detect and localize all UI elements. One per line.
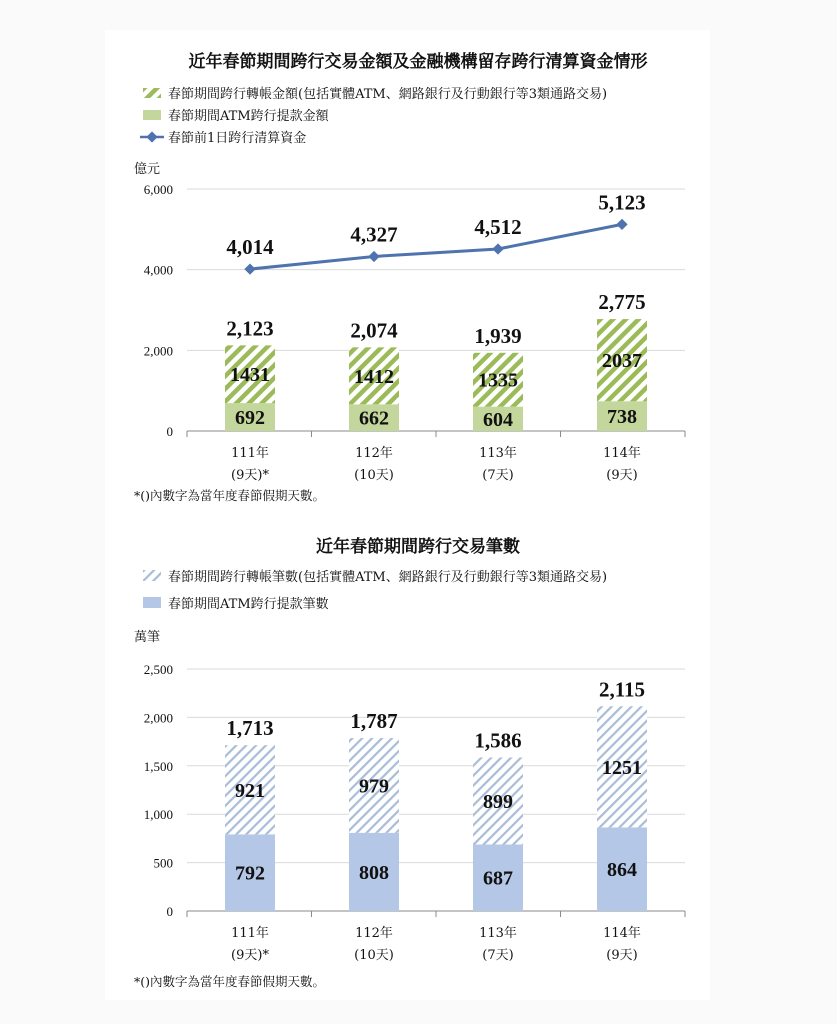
chart2-y-tick-label: 2,000 [143,710,173,726]
chart1-y-tick-label: 0 [166,424,173,439]
chart1-title: 近年春節期間跨行交易金額及金融機構留存跨行清算資金情形 [188,52,648,72]
chart2-legend-swatch-atm [143,597,161,608]
chart1-atm-value-label: 604 [483,408,513,431]
chart1-x-label-year: 114年 [603,446,641,461]
chart2-atm-value-label: 808 [359,861,389,884]
chart2-legend-atm: 春節期間ATM跨行提款筆數 [168,597,329,612]
chart1-y-tick-label: 4,000 [143,262,173,278]
chart1-total-label: 1,939 [474,323,522,348]
chart1-legend-atm: 春節期間ATM跨行提款金額 [168,109,329,124]
chart1-clearing-marker [616,219,627,230]
chart2-y-tick-label: 0 [166,904,173,919]
chart1-clearing-value-label: 4,327 [350,222,398,247]
chart2-y-tick-label: 500 [153,855,173,871]
chart2-note: *()內數字為當年度春節假期天數。 [134,974,326,989]
chart2-title: 近年春節期間跨行交易筆數 [316,537,520,557]
chart2-x-label-year: 113年 [479,926,517,941]
chart2-x-label-days: (9天) [606,948,638,963]
chart1-clearing-marker [244,263,255,274]
chart1-legend-swatch-atm [143,110,161,120]
chart2-y-tick-label: 2,500 [143,662,173,677]
chart1-clearing-marker [492,243,503,254]
chart1-total-label: 2,123 [226,316,274,341]
chart1-clearing-line [250,224,622,269]
chart2-atm-value-label: 687 [483,867,513,890]
chart1-transfer-value-label: 2037 [602,350,642,373]
chart1-x-label-year: 113年 [479,446,517,461]
chart2-y-tick-label: 1,000 [143,807,173,823]
chart2-x-label-year: 112年 [355,926,393,941]
chart1-legend-clearing: 春節前1日跨行清算資金 [168,131,307,146]
chart1-transfer-value-label: 1335 [478,369,518,392]
chart1-legend-transfer: 春節期間跨行轉帳金額(包括實體ATM、網路銀行及行動銀行等3類通路交易) [168,87,608,102]
chart1-total-label: 2,775 [598,290,646,315]
chart2-x-label-year: 114年 [603,926,641,941]
chart1-transfer-value-label: 1412 [354,365,394,388]
chart2-x-label-days: (10天) [354,948,394,963]
chart1-y-tick-label: 2,000 [143,343,173,359]
chart2-x-label-days: (7天) [482,948,514,963]
chart2-legend-swatch-transfer [143,570,161,581]
chart1-plot [144,182,685,483]
chart2-total-label: 1,713 [226,716,274,741]
chart1-clearing-marker [368,251,379,262]
chart2-unit-label: 萬筆 [134,630,161,645]
chart2-x-label-days: (9天)* [231,948,269,963]
chart2-transfer-value-label: 979 [359,775,389,798]
chart1-atm-value-label: 692 [235,407,265,430]
chart1-clearing-value-label: 5,123 [598,190,646,215]
chart1-clearing-value-label: 4,512 [474,215,522,240]
chart2-y-tick-label: 1,500 [143,758,173,774]
chart1-unit-label: 億元 [134,162,161,177]
chart1-x-label-year: 112年 [355,446,393,461]
chart2-atm-value-label: 792 [235,862,265,885]
chart2-total-label: 2,115 [598,677,646,702]
chart1-transfer-value-label: 1431 [230,364,270,387]
chart1-x-label-days: (9天)* [231,468,269,483]
chart2-transfer-value-label: 899 [483,790,513,813]
chart2-total-label: 1,586 [474,728,522,753]
chart2-legend-transfer: 春節期間跨行轉帳筆數(包括實體ATM、網路銀行及行動銀行等3類通路交易) [168,570,608,585]
chart1-y-tick-label: 6,000 [143,182,173,197]
chart1-x-label-days: (10天) [354,468,394,483]
chart2-total-label: 1,787 [350,709,398,734]
chart2-transfer-value-label: 921 [235,779,265,802]
chart1-x-label-days: (9天) [606,468,638,483]
chart2-atm-value-label: 864 [607,859,637,882]
chart2-plot [144,662,685,963]
chart1-clearing-value-label: 4,014 [226,235,274,260]
chart1-legend-swatch-transfer [143,88,161,98]
chart1-x-label-year: 111年 [231,446,269,461]
chart2-transfer-value-label: 1251 [602,756,642,779]
chart1-legend-swatch-marker [146,131,157,142]
chart1-note: *()內數字為當年度春節假期天數。 [134,488,326,503]
chart1-x-label-days: (7天) [482,468,514,483]
chart2-x-label-year: 111年 [231,926,269,941]
chart1-atm-value-label: 738 [607,406,637,429]
chart1-total-label: 2,074 [350,318,398,343]
chart1-atm-value-label: 662 [359,407,389,430]
